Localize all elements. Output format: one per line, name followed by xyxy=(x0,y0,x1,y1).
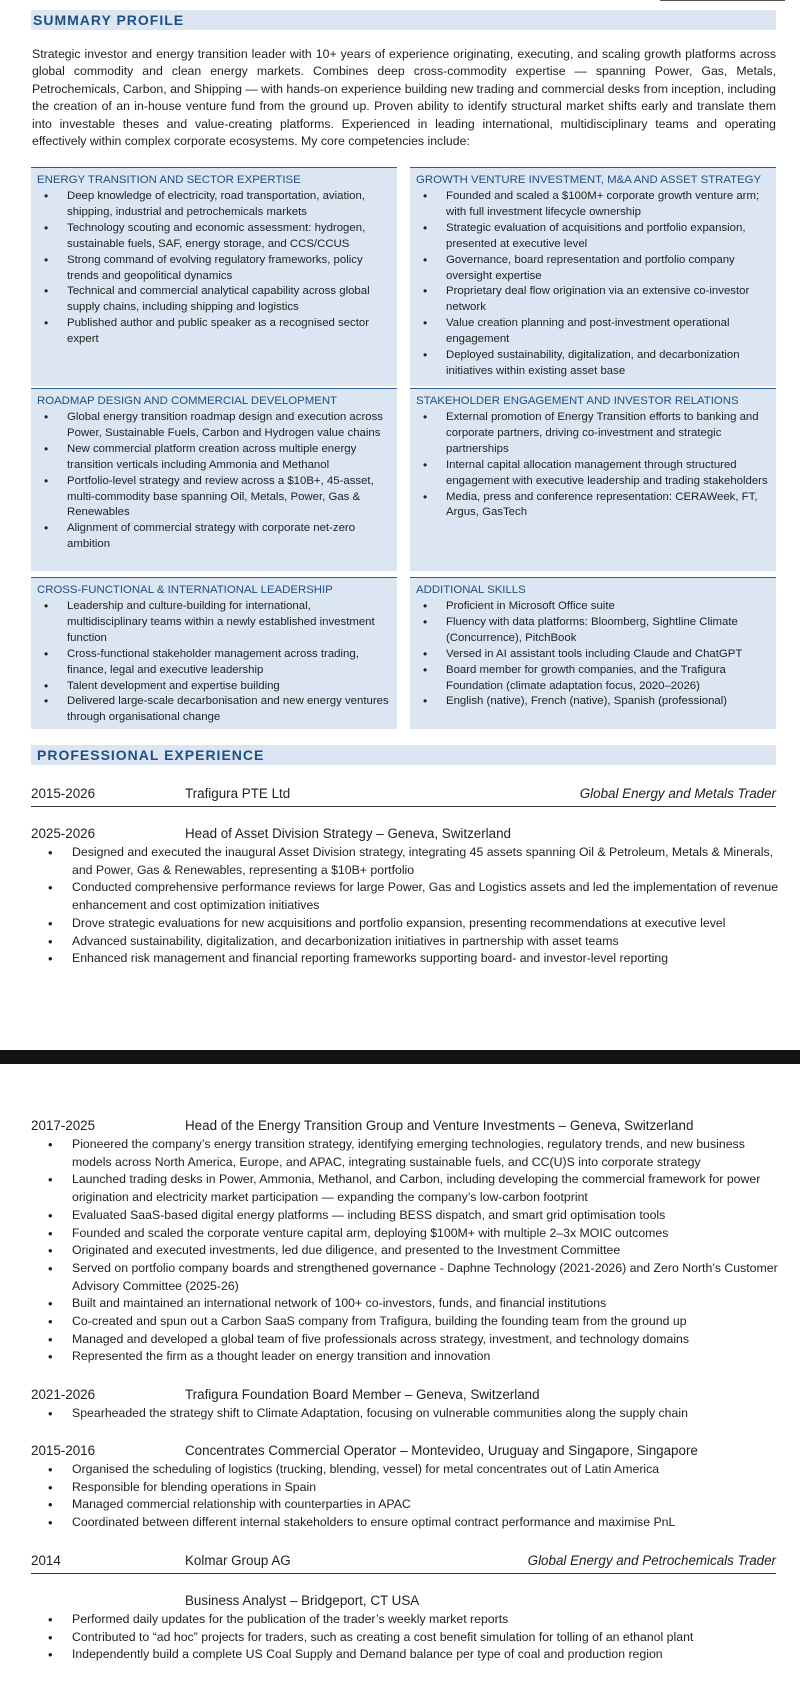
competency-box-stakeholder xyxy=(410,388,776,571)
professional-experience-heading: PROFESSIONAL EXPERIENCE xyxy=(31,745,776,765)
list-item: • Alignment of commercial strategy with corporate net-zero ambition xyxy=(37,521,389,553)
role-row-asset-division xyxy=(31,824,776,844)
competency-box-additional-skills xyxy=(410,577,776,729)
company-row-kolmar xyxy=(31,1551,776,1574)
competency-title: GROWTH VENTURE INVESTMENT, M&A AND ASSET STRATEGY xyxy=(416,174,762,186)
company-description: Global Energy and Metals Trader xyxy=(579,786,776,801)
page-break xyxy=(0,1050,800,1064)
list-item: • Contributed to “ad hoc” projects for traders, such as creating a cost benefit simulation for tolling of an ethanol plant xyxy=(31,1629,779,1647)
competency-box-growth-venture xyxy=(410,167,776,386)
company-years: 2014 xyxy=(31,1553,61,1568)
list-item: • Managed commercial relationship with counterparties in APAC xyxy=(31,1496,779,1514)
list-item: • Versed in AI assistant tools including Claude and ChatGPT xyxy=(416,647,768,663)
list-item: • External promotion of Energy Transition efforts to banking and corporate partners, driving co-investment and strategic partnerships xyxy=(416,410,768,458)
role-row-energy-transition xyxy=(31,1116,776,1136)
page-top-rule xyxy=(660,0,785,1)
list-item: • Independently build a complete US Coal Supply and Demand balance per type of coal and production region xyxy=(31,1646,779,1664)
list-item: • Built and maintained an international network of 100+ co-investors, funds, and financial institutions xyxy=(31,1295,779,1313)
list-item: • Governance, board representation and portfolio company oversight expertise xyxy=(416,253,768,285)
role-row-concentrates-operator xyxy=(31,1441,776,1461)
list-item: • Strategic evaluation of acquisitions and portfolio expansion, presented at executive level xyxy=(416,221,768,253)
role-bullets xyxy=(31,1405,779,1423)
list-item: • Founded and scaled a $100M+ corporate growth venture arm; with full investment lifecycle ownership xyxy=(416,189,768,221)
list-item: • Responsible for blending operations in Spain xyxy=(31,1479,779,1497)
list-item: • New commercial platform creation across multiple energy transition verticals including Ammonia and Methanol xyxy=(37,442,389,474)
list-item: • Fluency with data platforms: Bloomberg, Sightline Climate (Concurrence), PitchBook xyxy=(416,615,768,647)
list-item: • Designed and executed the inaugural Asset Division strategy, integrating 45 assets spanning Oil & Petroleum, Metals & Minerals, and Power, Gas & Renewables, representing a $10B+ portfolio xyxy=(31,844,779,879)
list-item: • Published author and public speaker as a recognised sector expert xyxy=(37,316,389,348)
competency-list xyxy=(37,410,389,553)
list-item: • Represented the firm as a thought leader on energy transition and innovation xyxy=(31,1348,779,1366)
company-name: Trafigura PTE Ltd xyxy=(185,786,291,801)
list-item: • Cross-functional stakeholder management across trading, finance, legal and executive leadership xyxy=(37,647,389,679)
list-item: • Board member for growth companies, and the Trafigura Foundation (climate adaptation focus, 2020–2026) xyxy=(416,663,768,695)
list-item: • Technology scouting and economic assessment: hydrogen, sustainable fuels, SAF, energy storage, and CCS/CCUS xyxy=(37,221,389,253)
company-name: Kolmar Group AG xyxy=(185,1553,291,1568)
list-item: • Internal capital allocation management through structured engagement with executive leadership and trading stakeholders xyxy=(416,458,768,490)
list-item: • Leadership and culture-building for international, multidisciplinary teams within a newly established investment function xyxy=(37,599,389,647)
role-title: Trafigura Foundation Board Member – Geneva, Switzerland xyxy=(185,1387,540,1402)
list-item: • Pioneered the company’s energy transition strategy, identifying emerging technologies, regulatory trends, and new business models across North America, Europe, and APAC, integrating sustainable fuels, and CC(U)S into corporate strategy xyxy=(31,1136,779,1171)
summary-profile-text: Strategic investor and energy transition leader with 10+ years of experience originating, executing, and scaling growth platforms across global commodity and clean energy markets. Combines deep cross-commodity expertise — spanning Power, Gas, Metals, Petrochemicals, Carbon, and Shipping — with hands-on experience building new trading and commercial desks from inception, including the creation of an in-house venture fund from the ground up. Proven ability to identify structural market shifts early and translate them into investable theses and value-creating platforms. Experienced in leading international, multidisciplinary teams and operating effectively within complex corporate ecosystems. My core competencies include: xyxy=(32,47,776,149)
list-item: • Co-created and spun out a Carbon SaaS company from Trafigura, building the founding team from the ground up xyxy=(31,1313,779,1331)
list-item: • Coordinated between different internal stakeholders to ensure optimal contract performance and maximise PnL xyxy=(31,1514,779,1532)
role-bullets xyxy=(31,1461,779,1532)
role-title: Head of the Energy Transition Group and Venture Investments – Geneva, Switzerland xyxy=(185,1118,694,1133)
list-item: • Talent development and expertise building xyxy=(37,679,389,695)
list-item: • Proficient in Microsoft Office suite xyxy=(416,599,768,615)
list-item: • Founded and scaled the corporate venture capital arm, deploying $100M+ with multiple 2–3x MOIC outcomes xyxy=(31,1225,779,1243)
role-title: Concentrates Commercial Operator – Montevideo, Uruguay and Singapore, Singapore xyxy=(185,1443,698,1458)
summary-profile-heading: SUMMARY PROFILE xyxy=(31,10,776,30)
list-item: • Originated and executed investments, led due diligence, and presented to the Investment Committee xyxy=(31,1242,779,1260)
competency-box-roadmap-design xyxy=(31,388,397,571)
competency-list xyxy=(416,599,768,710)
role-bullets xyxy=(31,1611,779,1664)
competency-list xyxy=(416,410,768,521)
role-years: 2025-2026 xyxy=(31,826,96,841)
role-years: 2015-2016 xyxy=(31,1443,96,1458)
list-item: • Launched trading desks in Power, Ammonia, Methanol, and Carbon, including developing the commercial framework for power origination and electricity market participation — expanding the company’s low-carbon footprint xyxy=(31,1171,779,1206)
list-item: • Organised the scheduling of logistics (trucking, blending, vessel) for metal concentrates out of Latin America xyxy=(31,1461,779,1479)
competency-list xyxy=(37,189,389,348)
company-years: 2015-2026 xyxy=(31,786,96,801)
list-item: • English (native), French (native), Spanish (professional) xyxy=(416,694,768,710)
list-item: • Delivered large-scale decarbonisation and new energy ventures through organisational change xyxy=(37,694,389,726)
role-bullets xyxy=(31,1136,779,1366)
list-item: • Deep knowledge of electricity, road transportation, aviation, shipping, industrial and petrochemicals markets xyxy=(37,189,389,221)
competency-title: STAKEHOLDER ENGAGEMENT AND INVESTOR RELATIONS xyxy=(416,395,739,407)
role-row-foundation-board xyxy=(31,1385,776,1405)
role-title: Head of Asset Division Strategy – Geneva, Switzerland xyxy=(185,826,512,841)
list-item: • Media, press and conference representation: CERAWeek, FT, Argus, GasTech xyxy=(416,490,768,522)
role-row-business-analyst xyxy=(31,1591,776,1611)
role-bullets xyxy=(31,844,779,968)
list-item: • Proprietary deal flow origination via an extensive co-investor network xyxy=(416,284,768,316)
role-years: 2021-2026 xyxy=(31,1387,96,1402)
company-description: Global Energy and Petrochemicals Trader xyxy=(527,1553,776,1568)
competency-title: ROADMAP DESIGN AND COMMERCIAL DEVELOPMENT xyxy=(37,395,338,407)
list-item: • Deployed sustainability, digitalization, and decarbonization initiatives within existing asset base xyxy=(416,348,768,380)
list-item: • Served on portfolio company boards and strengthened governance - Daphne Technology (2021-2026) and Zero North’s Customer Advisory Committee (2025-26) xyxy=(31,1260,779,1295)
list-item: • Conducted comprehensive performance reviews for large Power, Gas and Logistics assets and led the implementation of revenue enhancement and cost optimization initiatives xyxy=(31,879,779,914)
list-item: • Enhanced risk management and financial reporting frameworks supporting board- and investor-level reporting xyxy=(31,950,779,968)
competency-title: ENERGY TRANSITION AND SECTOR EXPERTISE xyxy=(37,174,301,186)
list-item: • Portfolio-level strategy and review across a $10B+, 45-asset, multi-commodity base spanning Oil, Metals, Power, Gas & Renewables xyxy=(37,474,389,522)
list-item: • Performed daily updates for the publication of the trader’s weekly market reports xyxy=(31,1611,779,1629)
list-item: • Drove strategic evaluations for new acquisitions and portfolio expansion, presenting recommendations at executive level xyxy=(31,915,779,933)
role-title: Business Analyst – Bridgeport, CT USA xyxy=(185,1593,420,1608)
list-item: • Technical and commercial analytical capability across global supply chains, including shipping and logistics xyxy=(37,284,389,316)
competency-list xyxy=(416,189,768,380)
list-item: • Strong command of evolving regulatory frameworks, policy trends and geopolitical dynamics xyxy=(37,253,389,285)
company-row-trafigura xyxy=(31,784,776,807)
list-item: • Spearheaded the strategy shift to Climate Adaptation, focusing on vulnerable communities along the supply chain xyxy=(31,1405,779,1423)
list-item: • Managed and developed a global team of five professionals across strategy, investment, and technology domains xyxy=(31,1331,779,1349)
competency-title: ADDITIONAL SKILLS xyxy=(416,584,526,596)
list-item: • Advanced sustainability, digitalization, and decarbonization initiatives in partnership with asset teams xyxy=(31,933,779,951)
list-item: • Evaluated SaaS-based digital energy platforms — including BESS dispatch, and smart grid optimisation tools xyxy=(31,1207,779,1225)
list-item: • Global energy transition roadmap design and execution across Power, Sustainable Fuels, Carbon and Hydrogen value chains xyxy=(37,410,389,442)
competency-title: CROSS-FUNCTIONAL & INTERNATIONAL LEADERSHIP xyxy=(37,584,333,596)
competency-list xyxy=(37,599,389,726)
list-item: • Value creation planning and post-investment operational engagement xyxy=(416,316,768,348)
competency-box-energy-transition xyxy=(31,167,397,386)
competency-box-cross-functional xyxy=(31,577,397,729)
role-years: 2017-2025 xyxy=(31,1118,96,1133)
